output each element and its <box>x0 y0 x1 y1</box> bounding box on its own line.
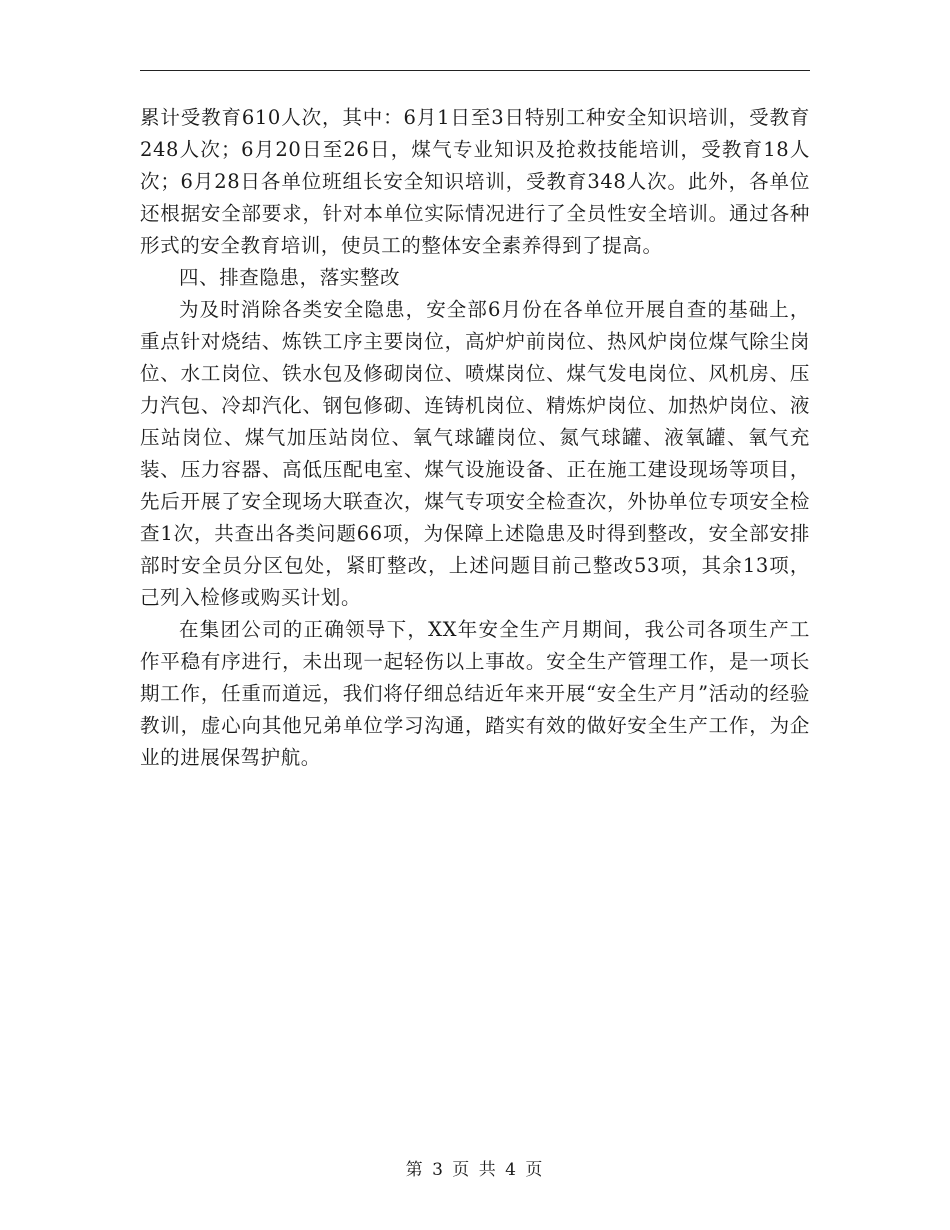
section-heading-hazard-inspection: 四、排查隐患，落实整改 <box>179 266 401 289</box>
paragraph-hazard-inspection: 为及时消除各类安全隐患，安全部6月份在各单位开展自查的基础上，重点针对烧结、炼铁工序主要岗位，高炉炉前岗位、热风炉岗位煤气除尘岗位、水工岗位、铁水包及修砌岗位、喷煤岗位、煤气发电岗位、风机房、压力汽包、冷却汽化、钢包修砌、连铸机岗位、精炼炉岗位、加热炉岗位、液压站岗位、煤气加压站岗位、氧气球罐岗位、氮气球罐、液氧罐、氧气充装、压力容器、高低压配电室、煤气设施设备、正在施工建设现场等项目，先后开展了安全现场大联查次，煤气专项安全检查次，外协单位专项安全检查1次，共查出各类问题66项，为保障上述隐患及时得到整改，安全部安排部时安全员分区包处，紧盯整改，上述问题目前己整改53项，其余13项，己列入检修或购买计划。 <box>140 298 810 609</box>
page-number-footer: 第 3 页 共 4 页 <box>405 1160 545 1180</box>
header-rule <box>140 70 810 71</box>
document-body <box>140 102 810 774</box>
paragraph-training-summary: 累计受教育610人次，其中：6月1日至3日特别工种安全知识培训，受教育248人次；6月20日至26日，煤气专业知识及抢救技能培训，受教育18人次；6月28日各单位班组长安全知识培训，受教育348人次。此外，各单位还根据安全部要求，针对本单位实际情况进行了全员性安全培训。通过各种形式的安全教育培训，使员工的整体安全素养得到了提高。 <box>140 106 810 257</box>
paragraph-conclusion: 在集团公司的正确领导下，XX年安全生产月期间，我公司各项生产工作平稳有序进行，未出现一起轻伤以上事故。安全生产管理工作，是一项长期工作，任重而道远，我们将仔细总结近年来开展“安全生产月”活动的经验教训，虚心向其他兄弟单位学习沟通，踏实有效的做好安全生产工作，为企业的进展保驾护航。 <box>140 618 810 769</box>
